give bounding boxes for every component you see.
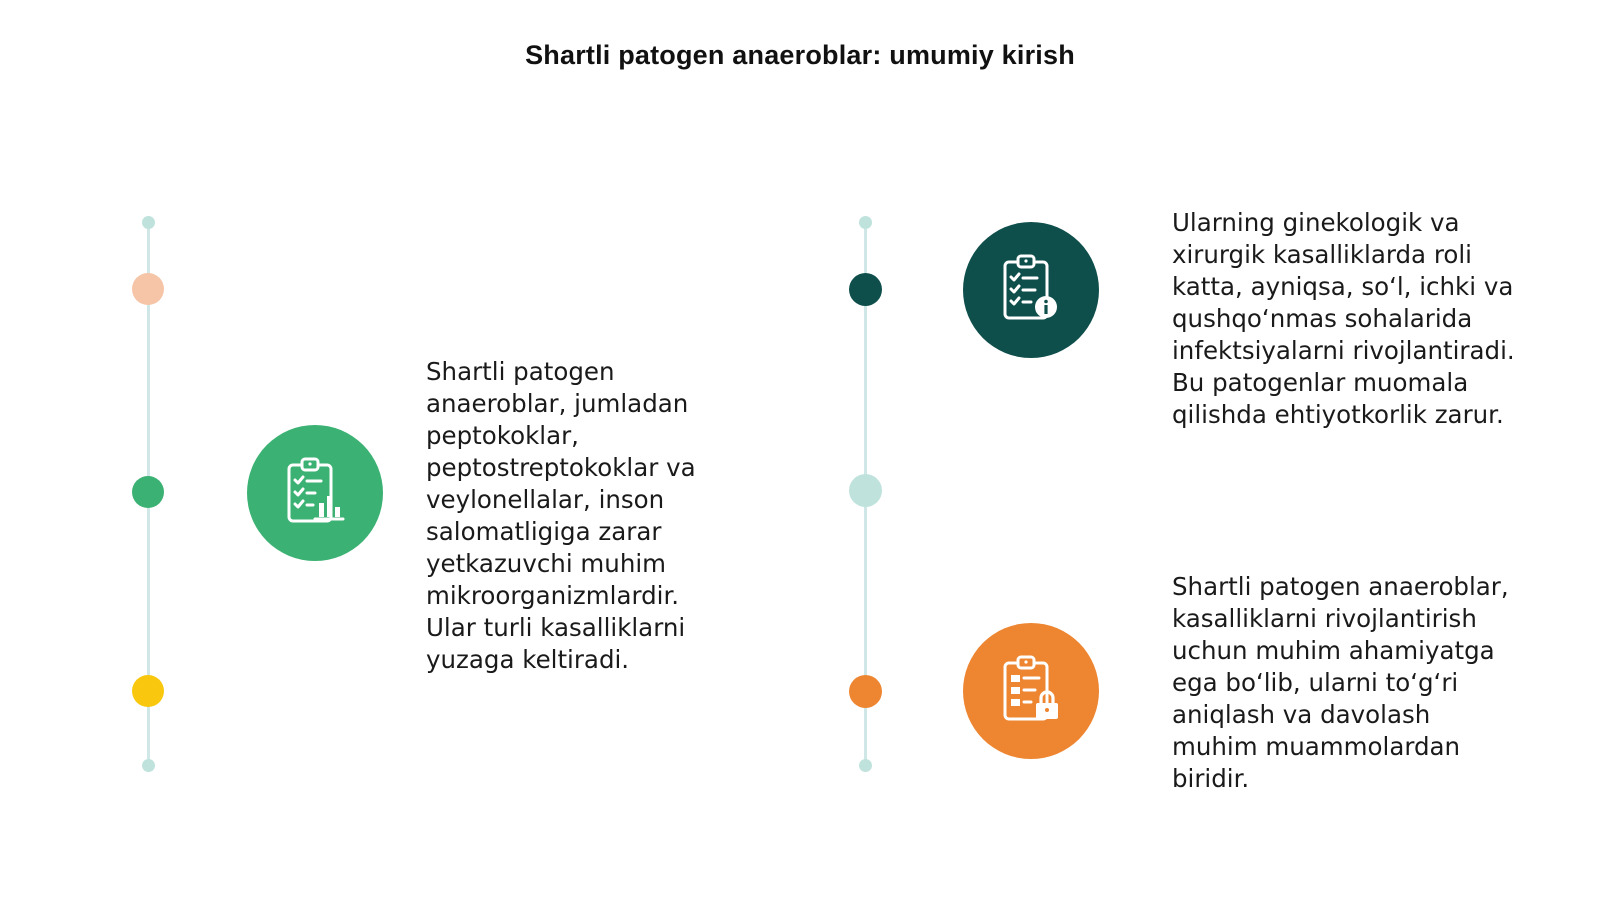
text-line: xirurgik kasalliklarda roli	[1172, 240, 1472, 269]
clipboard-chart-icon	[247, 425, 383, 561]
clipboard-lock-icon	[963, 623, 1099, 759]
text-line: Bu patogenlar muomala	[1172, 368, 1469, 397]
timeline-end-dot	[142, 216, 155, 229]
text-line: mikroorganizmlardir.	[426, 581, 680, 610]
timeline-marker-mint	[849, 474, 882, 507]
text-line: aniqlash va davolash	[1172, 700, 1431, 729]
timeline-marker-dark-teal	[849, 273, 882, 306]
text-block-2	[1172, 207, 1515, 431]
timeline-end-dot	[859, 759, 872, 772]
timeline-marker-orange	[849, 675, 882, 708]
timeline-end-dot	[142, 759, 155, 772]
text-line: Ular turli kasalliklarni	[426, 613, 686, 642]
timeline-marker-green	[132, 476, 164, 508]
text-line: veylonellalar, inson	[426, 485, 665, 514]
slide-title: Shartli patogen anaeroblar: umumiy kirish	[525, 40, 1075, 70]
text-line: biridir.	[1172, 764, 1250, 793]
text-line: peptostreptokoklar va	[426, 453, 696, 482]
clipboard-info-icon	[963, 222, 1099, 358]
text-line: anaeroblar, jumladan	[426, 389, 689, 418]
text-line: qilishda ehtiyotkorlik zarur.	[1172, 400, 1504, 429]
text-line: yuzaga keltiradi.	[426, 645, 630, 674]
text-block-3	[1172, 571, 1509, 795]
timeline-end-dot	[859, 216, 872, 229]
text-line: katta, ayniqsa, so‘l, ichki va	[1172, 272, 1514, 301]
timeline-marker-peach	[132, 273, 164, 305]
text-line: peptokoklar,	[426, 421, 579, 450]
text-block-1	[426, 356, 696, 676]
text-line: Shartli patogen anaeroblar,	[1172, 572, 1509, 601]
text-line: Shartli patogen	[426, 357, 615, 386]
text-line: qushqo‘nmas sohalarida	[1172, 304, 1473, 333]
text-line: uchun muhim ahamiyatga	[1172, 636, 1495, 665]
text-line: muhim muammolardan	[1172, 732, 1461, 761]
text-line: kasalliklarni rivojlantirish	[1172, 604, 1477, 633]
text-line: infektsiyalarni rivojlantiradi.	[1172, 336, 1515, 365]
text-line: ega bo‘lib, ularni to‘g‘ri	[1172, 668, 1459, 697]
timeline-marker-yellow	[132, 675, 164, 707]
text-line: salomatligiga zarar	[426, 517, 662, 546]
text-line: yetkazuvchi muhim	[426, 549, 667, 578]
text-line: Ularning ginekologik va	[1172, 208, 1460, 237]
